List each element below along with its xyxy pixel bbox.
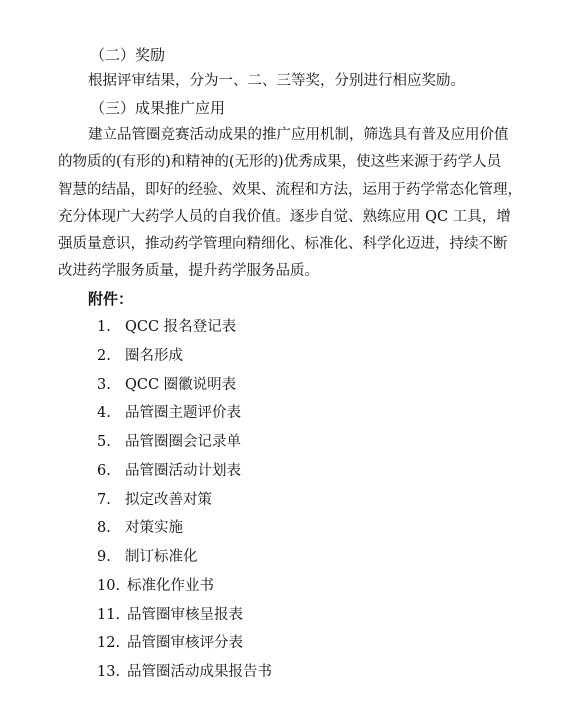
list-item <box>97 662 272 691</box>
item-title: 品管圈审核呈报表 <box>127 606 243 623</box>
paragraph-line: 改进药学服务质量，提升药学服务品质。 <box>58 263 319 279</box>
item-number: 12. <box>97 635 121 652</box>
section-heading-awards: （二）奖励 <box>90 46 166 64</box>
list-item <box>97 576 272 605</box>
item-title: 标准化作业书 <box>127 577 214 594</box>
list-item <box>97 317 272 346</box>
item-title: 品管圈圈会记录单 <box>125 434 241 450</box>
paragraph-line: 智慧的结晶，即好的经验、效果、流程和方法，运用于药学常态化管理， <box>58 182 522 198</box>
item-number: 11. <box>97 606 121 623</box>
item-title: 品管圈审核评分表 <box>127 635 243 652</box>
list-item <box>97 633 272 662</box>
item-number: 6. <box>97 462 111 479</box>
awards-text: 根据评审结果，分为一、二、三等奖，分别进行相应奖励。 <box>88 73 465 89</box>
paragraph-line: 充分体现广大药学人员的自我价值。逐步自觉、熟练应用 QC 工具，增 <box>58 209 511 225</box>
item-title: 品管圈活动成果报告书 <box>127 664 272 680</box>
paragraph-line: 建立品管圈竞赛活动成果的推广应用机制，筛选具有普及应用价值 <box>88 127 509 143</box>
list-item <box>97 490 272 519</box>
list-item <box>97 518 272 547</box>
list-item <box>97 346 272 375</box>
item-number: 13. <box>97 664 121 680</box>
list-item <box>97 547 272 576</box>
item-number: 1. <box>97 319 111 335</box>
paragraph-line: 强质量意识，推动药学管理向精细化、标准化、科学化迈进，持续不断 <box>58 236 508 252</box>
paragraph-line: 的物质的(有形的)和精神的(无形的)优秀成果，使这些来源于药学人员 <box>58 154 502 170</box>
item-title: 对策实施 <box>125 520 183 537</box>
item-title: 品管圈活动计划表 <box>125 462 241 479</box>
section-heading-promotion: （三）成果推广应用 <box>90 99 226 117</box>
item-title: QCC 报名登记表 <box>125 319 237 335</box>
list-item <box>97 605 272 634</box>
item-number: 8. <box>97 520 111 537</box>
list-item <box>97 461 272 490</box>
list-item <box>97 432 272 461</box>
item-number: 3. <box>97 376 111 393</box>
item-number: 7. <box>97 491 111 508</box>
attachments-label: 附件： <box>88 290 134 308</box>
list-item <box>97 375 272 404</box>
item-title: 制订标准化 <box>125 549 198 565</box>
item-number: 5. <box>97 434 111 450</box>
list-item <box>97 403 272 432</box>
item-title: 品管圈主题评价表 <box>125 405 241 422</box>
item-title: QCC 圈徽说明表 <box>125 376 237 393</box>
item-title: 拟定改善对策 <box>125 491 212 508</box>
item-title: 圈名形成 <box>125 347 183 364</box>
item-number: 2. <box>97 347 111 364</box>
attachments-list <box>97 317 272 691</box>
item-number: 4. <box>97 405 111 422</box>
item-number: 10. <box>97 577 121 594</box>
item-number: 9. <box>97 549 111 565</box>
